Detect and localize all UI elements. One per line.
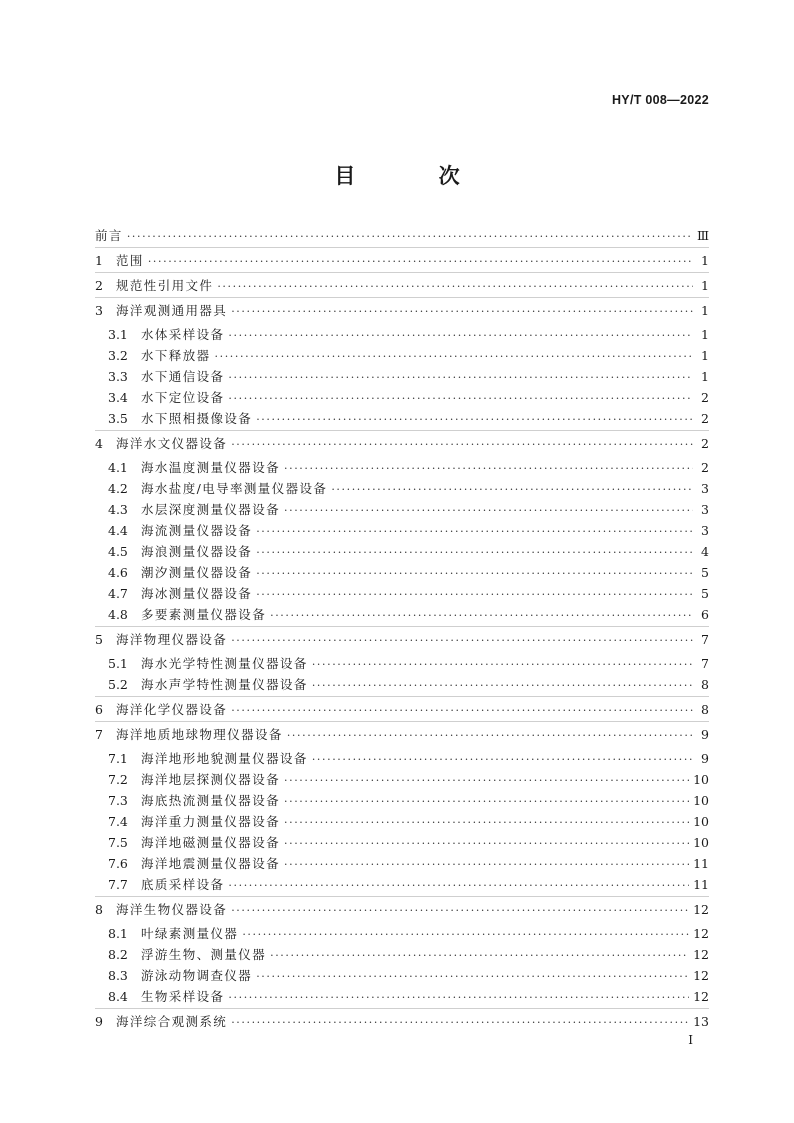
- dot-leader: [231, 704, 693, 717]
- toc-entry[interactable]: [95, 500, 709, 521]
- toc-entry[interactable]: [95, 770, 709, 791]
- dot-leader: [256, 413, 693, 426]
- toc-entry-page: 3: [701, 502, 709, 517]
- toc-entry-page: 12: [693, 902, 709, 917]
- dot-leader: [148, 255, 693, 268]
- toc-entry-page: 2: [701, 436, 709, 451]
- dot-leader: [228, 392, 693, 405]
- toc-entry-page: 9: [701, 727, 709, 742]
- toc-entry-label: 海冰测量仪器设备: [141, 586, 253, 601]
- dot-leader: [256, 567, 693, 580]
- toc-entry-label: 水下通信设备: [141, 369, 225, 384]
- toc-entry[interactable]: [95, 584, 709, 605]
- toc-entry[interactable]: [95, 605, 709, 626]
- dot-leader: [256, 588, 693, 601]
- toc-entry-number: 5.1: [108, 656, 128, 671]
- toc-entry-page: 9: [701, 751, 709, 766]
- toc-entry-page: 6: [701, 607, 709, 622]
- toc-entry-label: 规范性引用文件: [116, 278, 214, 293]
- toc-entry-label: 海洋水文仪器设备: [116, 436, 228, 451]
- toc-entry-page: 3: [701, 523, 709, 538]
- toc-entry[interactable]: [95, 875, 709, 896]
- toc-entry-number: 4.5: [108, 544, 128, 559]
- dot-leader: [127, 230, 693, 243]
- toc-entry-number: 3.2: [108, 348, 128, 363]
- toc-entry-page: Ⅲ: [696, 228, 709, 243]
- toc-entry-number: 4.6: [108, 565, 128, 580]
- dot-leader: [312, 658, 693, 671]
- toc-entry-label: 海洋物理仪器设备: [116, 632, 228, 647]
- toc-entry-page: 1: [701, 348, 709, 363]
- toc-entry-label: 叶绿素测量仪器: [141, 926, 239, 941]
- toc-entry-number: 5.2: [108, 677, 128, 692]
- dot-leader: [270, 609, 693, 622]
- toc-entry-page: 10: [693, 793, 709, 808]
- toc-entry-number: 3.5: [108, 411, 128, 426]
- toc-entry-page: 10: [693, 814, 709, 829]
- toc-entry[interactable]: [95, 434, 709, 455]
- toc-entry-page: 12: [693, 989, 709, 1004]
- dot-leader: [284, 462, 693, 475]
- page-title: 目 次: [334, 163, 484, 188]
- toc-entry-number: 7.3: [108, 793, 128, 808]
- dot-leader: [228, 371, 693, 384]
- dot-leader: [242, 928, 689, 941]
- toc-entry[interactable]: [95, 791, 709, 812]
- toc-entry-label: 海洋重力测量仪器设备: [141, 814, 281, 829]
- toc-entry-number: 4.3: [108, 502, 128, 517]
- toc-entry[interactable]: [95, 346, 709, 367]
- toc-entry-label: 海洋地形地貌测量仪器设备: [141, 751, 308, 766]
- table-of-contents: [95, 226, 709, 1033]
- toc-entry-label: 多要素测量仪器设备: [141, 607, 267, 622]
- toc-entry-number: 6: [95, 702, 103, 717]
- toc-entry-number: 7.7: [108, 877, 128, 892]
- toc-entry[interactable]: [95, 563, 709, 584]
- toc-entry-number: 4.4: [108, 523, 128, 538]
- toc-entry-number: 7.2: [108, 772, 128, 787]
- toc-entry-page: 12: [693, 947, 709, 962]
- toc-entry[interactable]: [95, 654, 709, 675]
- toc-entry[interactable]: [95, 276, 709, 297]
- toc-entry[interactable]: [95, 542, 709, 563]
- toc-entry-label: 海水声学特性测量仪器设备: [141, 677, 308, 692]
- toc-entry-number: 3.3: [108, 369, 128, 384]
- dot-leader: [270, 949, 689, 962]
- toc-entry-label: 海洋地层探测仪器设备: [141, 772, 281, 787]
- page-folio: I: [688, 1033, 693, 1047]
- toc-entry-number: 5: [95, 632, 103, 647]
- toc-entry-label: 水下照相摄像设备: [141, 411, 253, 426]
- dot-leader: [284, 504, 693, 517]
- dot-leader: [228, 991, 689, 1004]
- toc-entry-number: 4: [95, 436, 103, 451]
- toc-entry-number: 8.2: [108, 947, 128, 962]
- toc-entry[interactable]: [95, 725, 709, 746]
- toc-entry-page: 2: [701, 460, 709, 475]
- toc-entry-number: 3: [95, 303, 103, 318]
- toc-entry[interactable]: [95, 521, 709, 542]
- toc-entry-page: 2: [701, 411, 709, 426]
- toc-entry-page: 8: [701, 702, 709, 717]
- toc-entry-label: 海洋地磁测量仪器设备: [141, 835, 281, 850]
- toc-entry-number: 8.1: [108, 926, 128, 941]
- toc-entry[interactable]: [95, 900, 709, 921]
- toc-entry-number: 8.4: [108, 989, 128, 1004]
- toc-entry-label: 海洋地震测量仪器设备: [141, 856, 281, 871]
- toc-entry-number: 7.6: [108, 856, 128, 871]
- toc-entry-page: 7: [701, 656, 709, 671]
- toc-entry-label: 游泳动物调查仪器: [141, 968, 253, 983]
- toc-entry-page: 12: [693, 926, 709, 941]
- toc-entry-number: 3.4: [108, 390, 128, 405]
- dot-leader: [284, 774, 689, 787]
- toc-entry-number: 7.1: [108, 751, 128, 766]
- toc-entry-number: 7.5: [108, 835, 128, 850]
- standard-code: HY/T 008—2022: [611, 93, 709, 107]
- toc-entry-label: 底质采样设备: [141, 877, 225, 892]
- dot-leader: [217, 280, 693, 293]
- toc-entry-page: 10: [693, 835, 709, 850]
- dot-leader: [231, 438, 693, 451]
- toc-entry-page: 8: [701, 677, 709, 692]
- toc-entry-number: 9: [95, 1014, 103, 1029]
- toc-entry-label: 海底热流测量仪器设备: [141, 793, 281, 808]
- toc-entry-page: 13: [693, 1014, 709, 1029]
- toc-entry[interactable]: [95, 924, 709, 945]
- toc-entry-label: 水层深度测量仪器设备: [141, 502, 281, 517]
- toc-entry-label: 海洋综合观测系统: [116, 1014, 228, 1029]
- toc-entry[interactable]: [95, 833, 709, 854]
- toc-entry-page: 5: [701, 565, 709, 580]
- dot-leader: [228, 329, 693, 342]
- dot-leader: [215, 350, 693, 363]
- toc-entry-number: 8.3: [108, 968, 128, 983]
- toc-entry-label: 海洋观测通用器具: [116, 303, 228, 318]
- toc-entry-number: 2: [95, 278, 103, 293]
- toc-entry[interactable]: [95, 966, 709, 987]
- toc-entry-label: 前言: [95, 228, 123, 243]
- toc-entry-page: 1: [701, 278, 709, 293]
- toc-entry-label: 水下释放器: [141, 348, 211, 363]
- toc-entry[interactable]: [95, 226, 709, 247]
- dot-leader: [228, 879, 689, 892]
- toc-entry-number: 3.1: [108, 327, 128, 342]
- toc-entry-label: 海流测量仪器设备: [141, 523, 253, 538]
- dot-leader: [284, 795, 689, 808]
- toc-entry-label: 海洋生物仪器设备: [116, 902, 228, 917]
- toc-entry-label: 生物采样设备: [141, 989, 225, 1004]
- toc-entry-number: 4.1: [108, 460, 128, 475]
- toc-entry[interactable]: [95, 749, 709, 770]
- toc-entry-page: 11: [693, 877, 709, 892]
- toc-entry-label: 海洋化学仪器设备: [116, 702, 228, 717]
- toc-entry[interactable]: [95, 630, 709, 651]
- toc-entry[interactable]: [95, 700, 709, 721]
- toc-entry-label: 海水光学特性测量仪器设备: [141, 656, 308, 671]
- toc-entry-page: 7: [701, 632, 709, 647]
- toc-entry[interactable]: [95, 1012, 709, 1033]
- toc-entry[interactable]: [95, 987, 709, 1008]
- dot-leader: [312, 753, 693, 766]
- toc-entry-page: 1: [701, 369, 709, 384]
- toc-entry[interactable]: [95, 458, 709, 479]
- dot-leader: [284, 816, 689, 829]
- toc-entry[interactable]: [95, 409, 709, 430]
- toc-entry-page: 10: [693, 772, 709, 787]
- dot-leader: [231, 1016, 689, 1029]
- toc-entry-page: 11: [693, 856, 709, 871]
- toc-entry-label: 水体采样设备: [141, 327, 225, 342]
- toc-entry[interactable]: [95, 854, 709, 875]
- toc-entry-label: 海水盐度/电导率测量仪器设备: [141, 481, 328, 496]
- dot-leader: [256, 546, 693, 559]
- toc-entry-page: 5: [701, 586, 709, 601]
- toc-entry[interactable]: [95, 301, 709, 322]
- dot-leader: [231, 305, 693, 318]
- toc-entry-number: 7.4: [108, 814, 128, 829]
- toc-entry-number: 8: [95, 902, 103, 917]
- toc-entry-page: 1: [701, 253, 709, 268]
- toc-entry-label: 海水温度测量仪器设备: [141, 460, 281, 475]
- toc-entry-page: 1: [701, 303, 709, 318]
- dot-leader: [256, 525, 693, 538]
- dot-leader: [231, 634, 693, 647]
- dot-leader: [284, 858, 689, 871]
- toc-entry[interactable]: [95, 675, 709, 696]
- toc-entry-number: 4.2: [108, 481, 128, 496]
- dot-leader: [312, 679, 693, 692]
- toc-entry-page: 1: [701, 327, 709, 342]
- toc-entry-label: 范围: [116, 253, 144, 268]
- toc-entry-label: 海洋地质地球物理仪器设备: [116, 727, 283, 742]
- toc-entry[interactable]: [95, 325, 709, 346]
- dot-leader: [331, 483, 693, 496]
- toc-entry-page: 3: [701, 481, 709, 496]
- toc-entry-label: 水下定位设备: [141, 390, 225, 405]
- toc-entry-label: 潮汐测量仪器设备: [141, 565, 253, 580]
- dot-leader: [284, 837, 689, 850]
- toc-entry-page: 12: [693, 968, 709, 983]
- toc-entry[interactable]: [95, 945, 709, 966]
- toc-entry[interactable]: [95, 367, 709, 388]
- toc-entry-number: 1: [95, 253, 103, 268]
- dot-leader: [231, 904, 689, 917]
- dot-leader: [256, 970, 689, 983]
- toc-entry[interactable]: [95, 388, 709, 409]
- toc-entry-number: 4.7: [108, 586, 128, 601]
- toc-entry[interactable]: [95, 251, 709, 272]
- toc-entry-label: 浮游生物、测量仪器: [141, 947, 267, 962]
- toc-entry-number: 4.8: [108, 607, 128, 622]
- toc-entry[interactable]: [95, 812, 709, 833]
- toc-entry-page: 4: [701, 544, 709, 559]
- toc-entry-number: 7: [95, 727, 103, 742]
- toc-entry-page: 2: [701, 390, 709, 405]
- toc-entry[interactable]: [95, 479, 709, 500]
- toc-entry-label: 海浪测量仪器设备: [141, 544, 253, 559]
- dot-leader: [287, 729, 693, 742]
